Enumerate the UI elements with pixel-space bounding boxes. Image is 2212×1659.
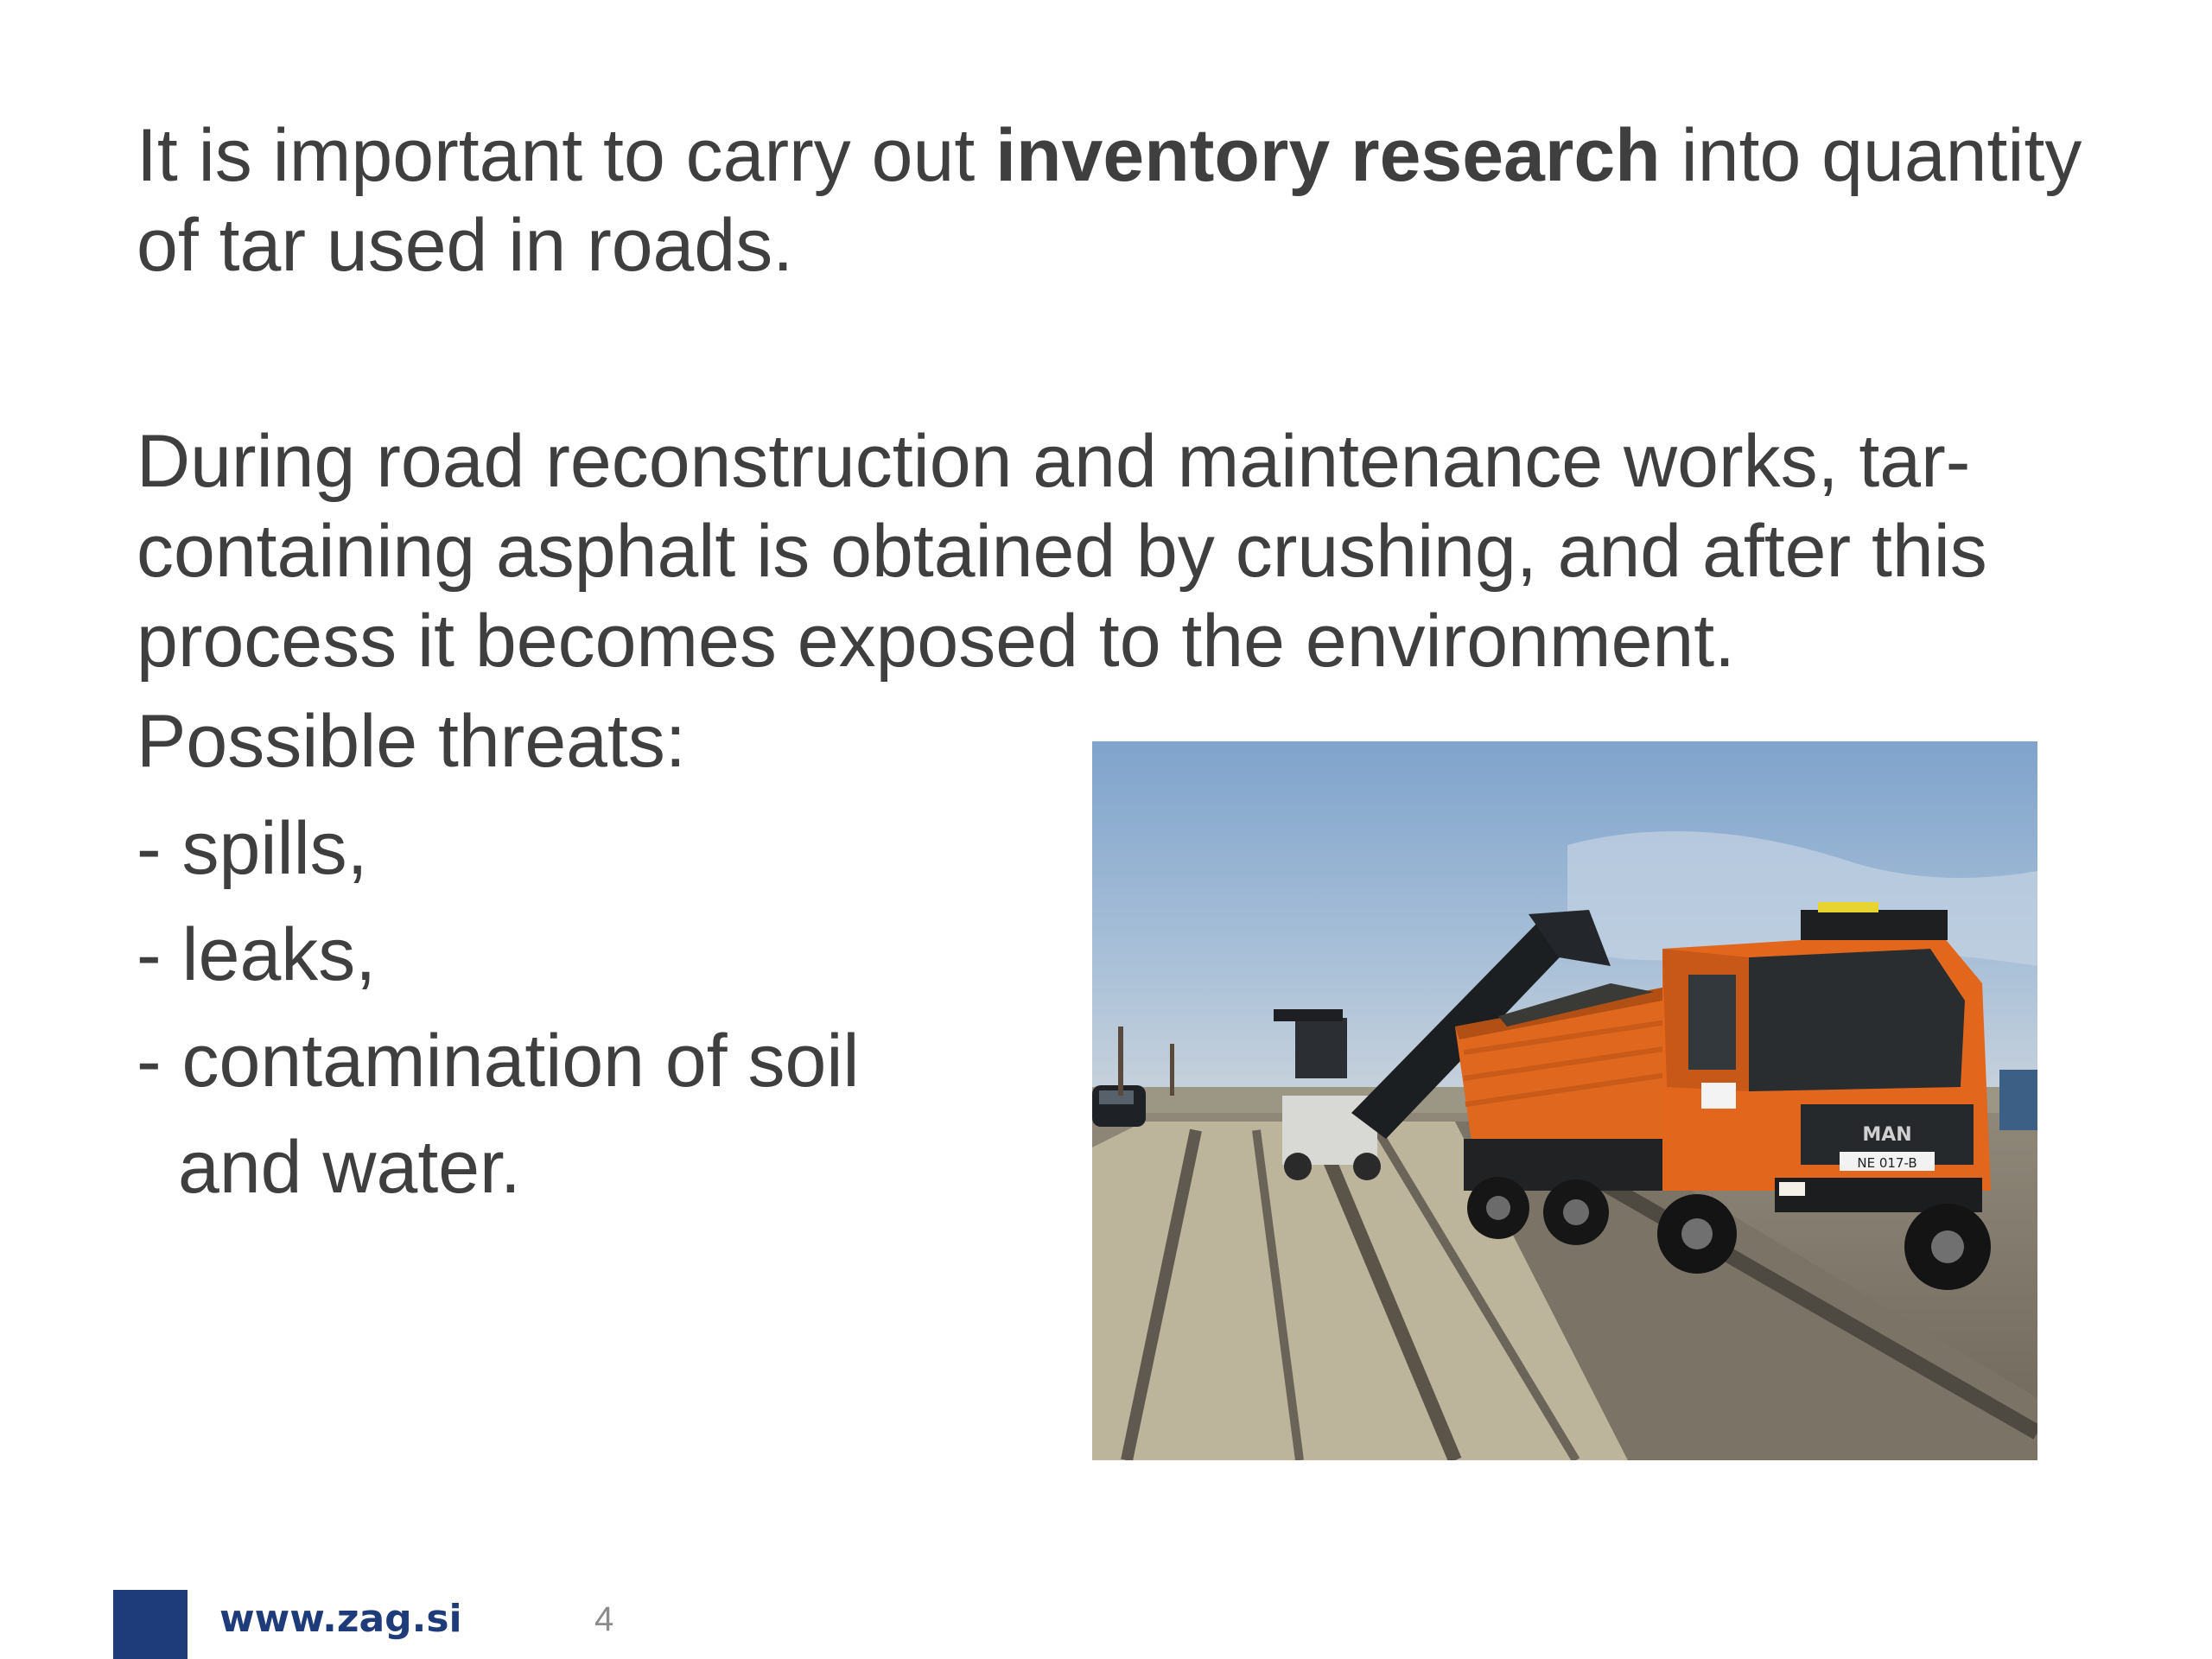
footer-url-link[interactable]: www.zag.si	[219, 1597, 462, 1641]
intro-text-after: into quantity	[1660, 114, 2082, 197]
threat-item-contamination: - contamination of soil	[137, 1020, 860, 1103]
intro-paragraph	[137, 111, 2082, 290]
reconstruction-line-3: process it becomes exposed to the environment.	[137, 600, 1736, 683]
reconstruction-line-2: containing asphalt is obtained by crushing, and after this	[137, 510, 1987, 593]
intro-text-before: It is important to carry out	[137, 114, 996, 197]
reconstruction-line-1: During road reconstruction and maintenance works, tar-	[137, 420, 1971, 503]
threat-item-leaks: - leaks,	[137, 913, 377, 996]
threat-item-spills: - spills,	[137, 807, 368, 890]
truck-badge: MAN	[1862, 1124, 1912, 1146]
truck-plate: NE 017-B	[1857, 1155, 1917, 1171]
page-number: 4	[594, 1600, 614, 1638]
footer-brand-square	[113, 1590, 188, 1659]
road-milling-photo	[1092, 741, 2037, 1460]
threats-heading: Possible threats:	[137, 700, 686, 783]
intro-bold-phrase: inventory research	[995, 114, 1661, 197]
threat-item-contamination-continued: and water.	[178, 1126, 521, 1209]
reconstruction-paragraph	[137, 416, 1987, 686]
intro-text-line2: of tar used in roads.	[137, 204, 794, 287]
